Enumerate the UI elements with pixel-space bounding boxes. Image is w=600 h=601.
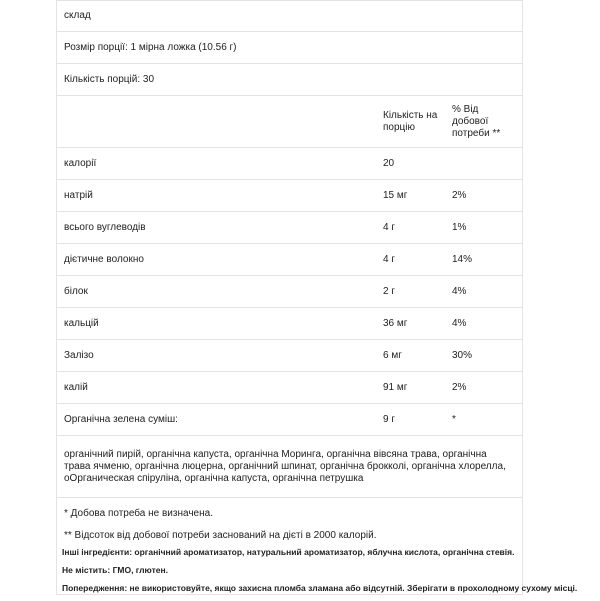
table-row <box>57 404 522 436</box>
table-row <box>57 308 522 340</box>
serving-size: Розмір порції: 1 мірна ложка (10.56 г) <box>64 41 237 53</box>
nutrient-amount: 6 мг <box>383 349 402 361</box>
nutrient-dv <box>445 148 520 179</box>
nutrient-name: всього вуглеводів <box>64 221 146 233</box>
nutrient-amount: 2 г <box>383 285 395 297</box>
supplement-facts-table <box>56 0 523 595</box>
nutrient-name: кальцій <box>64 317 99 329</box>
table-row <box>57 276 522 308</box>
table-row <box>57 340 522 372</box>
does-not-contain: Не містить: ГМО, глютен. <box>62 565 168 575</box>
column-header-row <box>57 96 522 148</box>
nutrient-amount: 91 мг <box>383 381 408 393</box>
product-notes <box>62 547 592 601</box>
nutrient-amount: 4 г <box>383 221 395 233</box>
nutrient-name: калій <box>64 381 88 393</box>
nutrient-dv: 4% <box>452 285 467 297</box>
column-header-dv: % Від добової потреби ** <box>452 103 501 139</box>
servings-row <box>57 64 522 96</box>
nutrient-dv: * <box>452 413 456 425</box>
table-title-row <box>57 0 522 32</box>
table-row <box>57 180 522 212</box>
nutrient-name: натрій <box>64 189 93 201</box>
nutrient-amount: 4 г <box>383 253 395 265</box>
table-row <box>57 372 522 404</box>
nutrient-name: калорії <box>64 157 97 169</box>
nutrient-amount: 15 мг <box>383 189 408 201</box>
column-header-empty <box>57 96 376 147</box>
nutrient-name: дієтичне волокно <box>64 253 144 265</box>
serving-size-row <box>57 32 522 64</box>
composition-heading: склад <box>64 10 91 21</box>
nutrient-amount: 9 г <box>383 413 395 425</box>
nutrient-name: Органічна зелена суміш: <box>64 413 178 425</box>
other-ingredients: Інші інгредієнти: органічний ароматизатор, натуральний ароматизатор, яблучна кислота, органічна стевія. <box>62 547 515 557</box>
nutrient-name: білок <box>64 285 88 297</box>
table-row <box>57 244 522 276</box>
footnote-dv-basis: ** Відсоток від добової потреби заснований на дієті в 2000 калорій. <box>64 530 377 541</box>
nutrient-dv: 2% <box>452 381 467 393</box>
nutrient-dv: 30% <box>452 349 473 361</box>
nutrient-dv: 2% <box>452 189 467 201</box>
table-row <box>57 148 522 180</box>
blend-ingredients-row <box>57 436 522 498</box>
nutrient-amount: 36 мг <box>383 317 408 329</box>
nutrient-dv: 4% <box>452 317 467 329</box>
nutrient-dv: 1% <box>452 221 467 233</box>
nutrient-dv: 14% <box>452 253 473 265</box>
blend-ingredients-list: органічний пирій, органічна капуста, органічна Моринга, органічна вівсяна трава, органічна трава ячменю, органічна люцерна, органічний шпинат, органічна брокколі, органічна хлорелла, оОрганическая спіруліна, органічна капуста, органічна петрушка <box>64 448 506 484</box>
warning-text: Попередження: не використовуйте, якщо захисна пломба зламана або відсутній. Зберігати в прохолодному сухому місці. <box>62 583 578 593</box>
footnote-no-dv: * Добова потреба не визначена. <box>64 508 213 519</box>
nutrient-amount: 20 <box>383 157 395 169</box>
column-header-amount: Кількість на порцію <box>383 109 438 133</box>
servings-count: Кількість порцій: 30 <box>64 73 155 85</box>
table-row <box>57 212 522 244</box>
nutrient-name: Залізо <box>64 349 94 361</box>
